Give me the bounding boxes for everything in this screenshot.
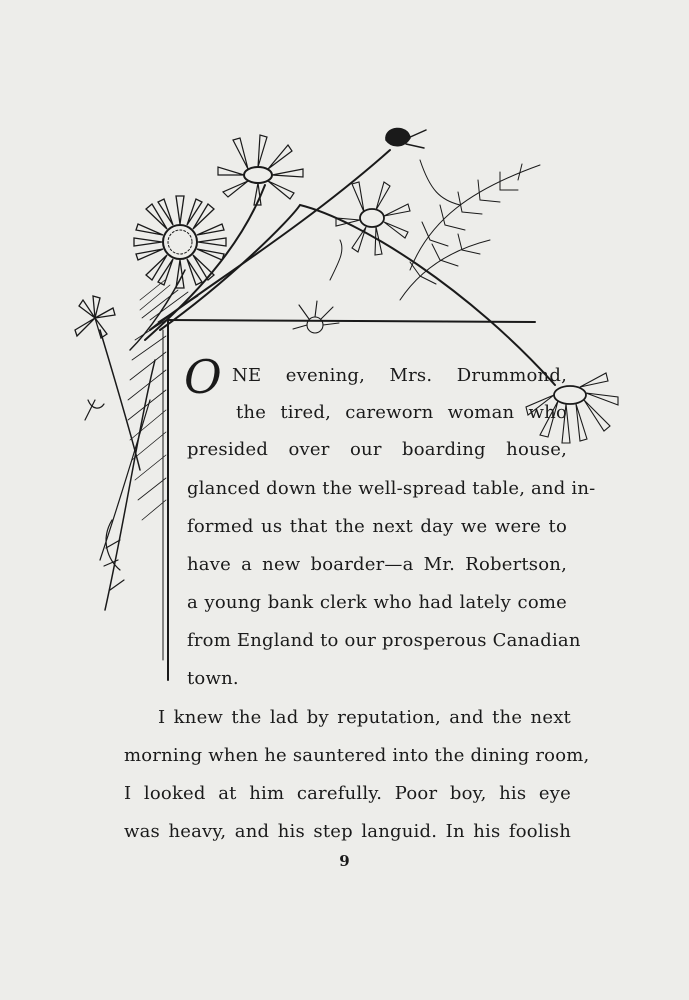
paragraph2-line-2: morning when he sauntered into the dining room,: [124, 745, 590, 766]
text-line-4: glanced down the well-spread table, and in-: [187, 478, 596, 499]
paragraph2-line-1: I knew the lad by reputation, and the next: [158, 707, 571, 728]
page-number: 9: [339, 852, 350, 870]
text-line-7: a young bank clerk who had lately come: [187, 592, 567, 613]
drop-cap: O: [184, 350, 222, 404]
text-line-5: formed us that the next day we were to: [187, 516, 567, 537]
text-line-3: presided over our boarding house,: [187, 439, 567, 460]
text-line-2: the tired, careworn woman who: [236, 402, 567, 423]
text-line-8: from England to our prosperous Canadian: [187, 630, 581, 651]
text-line-9: town.: [187, 668, 239, 689]
paragraph2-line-4: was heavy, and his step languid. In his foolish: [124, 821, 571, 842]
text-line-6: have a new boarder—a Mr. Robertson,: [187, 554, 567, 575]
paragraph2-line-3: I looked at him carefully. Poor boy, his eye: [124, 783, 571, 804]
text-line-1: NE evening, Mrs. Drummond,: [232, 365, 567, 386]
